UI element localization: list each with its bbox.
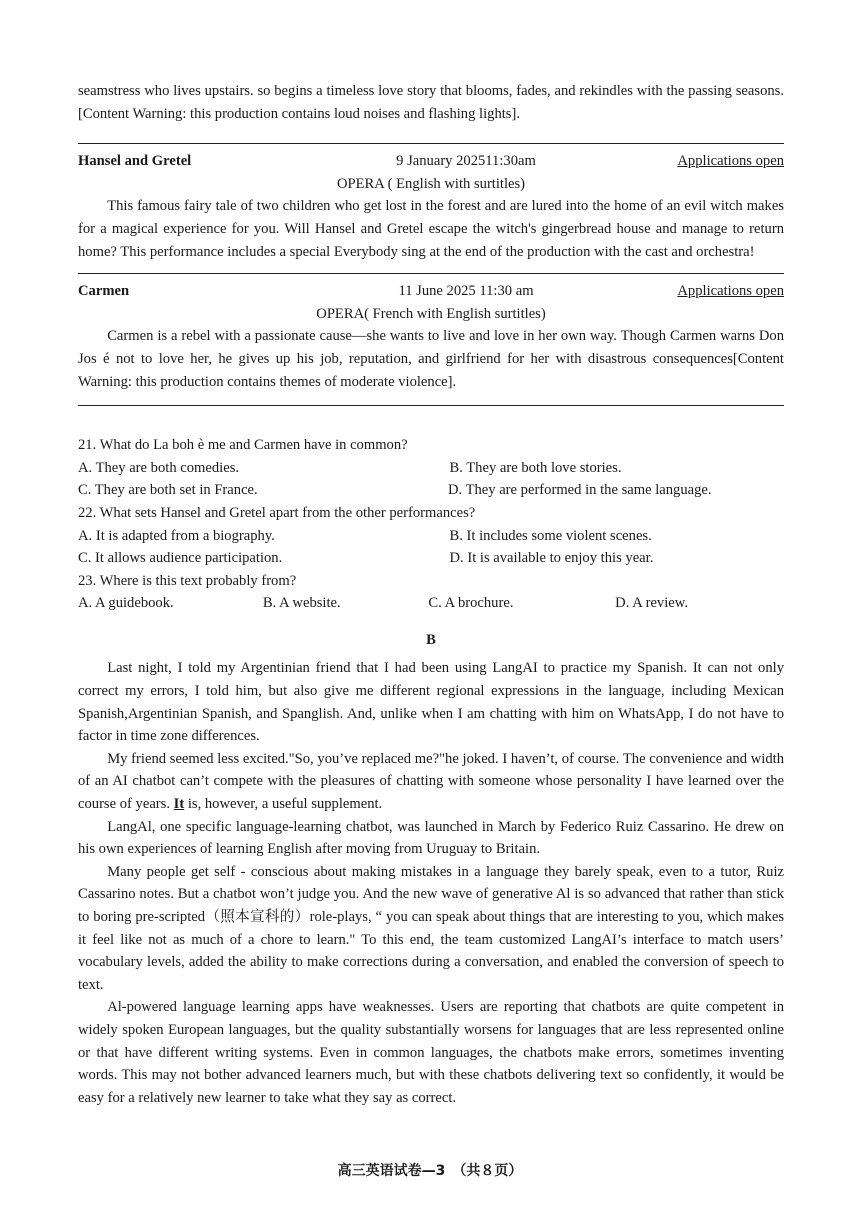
performance-hansel-and-gretel <box>78 144 784 267</box>
passage-paragraph: Many people get self - conscious about making mistakes in a language they barely speak, even to a tutor, Ruiz Cassarino notes. But a chatbot won’t judge you. And the new wave of generative Al is so advanced that rather than stick to boring pre-scripted（照本宣科的）role-plays, “ you can speak about things that are interesting to you, which makes it feel like not as much of a chore to learn." To this end, the team customized LangAI’s interface to match users’ vocabulary levels, added the ability to make corrections during a conversation, and enabled the conversion of speech to text. <box>78 863 784 993</box>
question-23 <box>78 570 784 615</box>
performance-title: Hansel and Gretel <box>78 153 192 170</box>
marked-word: It <box>173 796 185 813</box>
applications-link[interactable]: Applications open <box>677 153 784 170</box>
performance-carmen <box>78 274 784 397</box>
performance-date: 11 June 2025 11:30 am <box>398 283 534 300</box>
option-a: A. A guidebook. <box>78 595 174 612</box>
question-stem: 22. What sets Hansel and Gretel apart from the other performances? <box>78 504 476 521</box>
option-c: C. A brochure. <box>428 595 514 612</box>
performance-genre: OPERA ( English with surtitles) <box>336 175 526 192</box>
option-b: B. It includes some violent scenes. <box>449 527 652 544</box>
question-stem: 21. What do La boh è me and Carmen have in common? <box>78 437 408 454</box>
question-stem: 23. Where is this text probably from? <box>78 572 297 589</box>
passage-b <box>78 657 784 1109</box>
passage-paragraph: Last night, I told my Argentinian friend that I had been using LangAI to practice my Spanish. It can not only correct my errors, I told him, but also give me different regional expressions in the language, including Mexican Spanish,Argentinian Spanish, and Spanglish. And, unlike when I am chatting with him on WhatsApp, I do not have to factor in time zone differences. <box>78 660 784 745</box>
passage-text: My friend seemed less excited."So, you’ve replaced me?"he joked. I haven’t, of course. The convenience and width of an AI chatbot can’t compete with the pleasures of chatting with someone whose personality I have learned over the course of years. <box>78 750 784 813</box>
option-d: D. A review. <box>615 595 688 612</box>
exam-page <box>78 80 784 1109</box>
intro-paragraph: seamstress who lives upstairs. so begins a timeless love story that blooms, fades, and rekindles with the passing seasons. [Content Warning: this production contains loud noises and flashing lights]. <box>78 83 784 122</box>
passage-text: is, however, a useful supplement. <box>184 796 383 813</box>
passage-paragraph: Al-powered language learning apps have weaknesses. Users are reporting that chatbots are quite competent in widely spoken European languages, but the quality substantially worsens for languages that are less represented online or that have different writing systems. Even in common languages, the chatbots make errors, sometimes inventing words. This may not bother advanced learners much, but with these chatbots delivering text so confidently, it would be easy for a relatively new learner to take what they say as correct. <box>78 999 784 1106</box>
option-d: D. It is available to enjoy this year. <box>449 550 654 567</box>
option-a: A. It is adapted from a biography. <box>78 527 275 544</box>
performance-description: Carmen is a rebel with a passionate cause—she wants to live and love in her own way. Though Carmen warns Don Jos é not to love her, he gives up his job, reputation, and girlfriend for her with disastrous consequences[Content Warning: this production contains themes of moderate violence]. <box>78 328 784 390</box>
performance-description: This famous fairy tale of two children who get lost in the forest and are lured into the home of an evil witch makes for a magical experience for you. Will Hansel and Gretel escape the witch's gingerbread house and manage to return home? This performance includes a special Everybody sing at the end of the production with the cast and orchestra! <box>78 198 784 260</box>
question-21 <box>78 434 784 502</box>
performance-genre: OPERA( French with English surtitles) <box>316 305 546 322</box>
section-label: B <box>426 631 436 648</box>
option-c: C. It allows audience participation. <box>78 550 283 567</box>
option-b: B. A website. <box>262 595 341 612</box>
performance-title: Carmen <box>78 283 130 300</box>
question-22 <box>78 502 784 570</box>
performance-date: 9 January 202511:30am <box>396 153 536 170</box>
divider <box>78 405 784 406</box>
option-d: D. They are performed in the same language. <box>448 482 712 499</box>
page-footer: 高三英语试卷—3 （共８页） <box>337 1163 523 1179</box>
passage-paragraph: LangAl, one specific language-learning chatbot, was launched in March by Federico Ruiz Cassarino. He drew on his own experiences of learning English after moving from Uruguay to Britain. <box>78 818 784 858</box>
option-c: C. They are both set in France. <box>78 482 258 499</box>
question-list <box>78 434 784 615</box>
passage-paragraph <box>78 748 784 816</box>
option-b: B. They are both love stories. <box>449 459 622 476</box>
applications-link[interactable]: Applications open <box>677 283 784 300</box>
option-a: A. They are both comedies. <box>78 459 240 476</box>
